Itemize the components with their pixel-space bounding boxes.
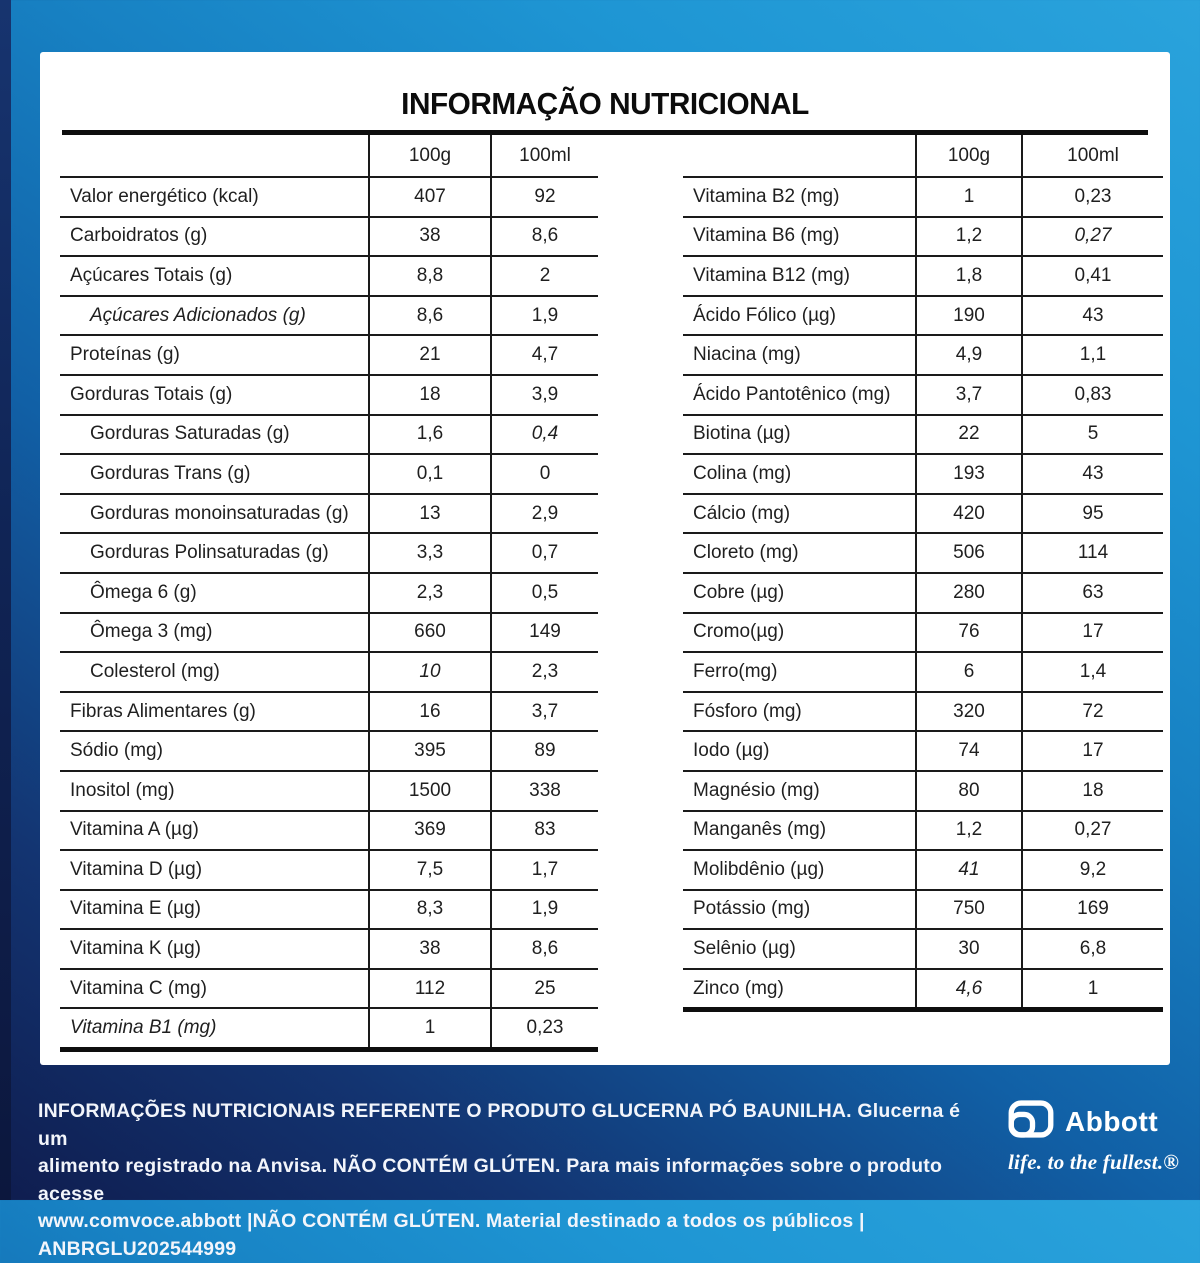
value-100ml: 72 [1021, 693, 1163, 731]
table-row [683, 334, 1163, 374]
nutrition-table-left [60, 135, 598, 1052]
value-100ml: 95 [1021, 495, 1163, 533]
value-100g: 1,8 [915, 257, 1021, 295]
value-100ml: 0,23 [490, 1009, 598, 1047]
table-row [60, 849, 598, 889]
nutrient-label: Cálcio (mg) [693, 502, 791, 524]
value-100ml: 338 [490, 772, 598, 810]
column-header-100ml: 100ml [490, 135, 598, 176]
value-100ml: 63 [1021, 574, 1163, 612]
table-row [60, 176, 598, 216]
nutrient-label: Molibdênio (µg) [693, 858, 825, 880]
nutrient-label: Ômega 3 (mg) [90, 621, 213, 643]
value-100g: 10 [368, 653, 490, 691]
value-100ml: 18 [1021, 772, 1163, 810]
value-100g: 0,1 [368, 455, 490, 493]
value-100ml: 0,41 [1021, 257, 1163, 295]
nutrient-label: Magnésio (mg) [693, 779, 820, 801]
table-row [60, 453, 598, 493]
value-100ml: 149 [490, 614, 598, 652]
table-row [60, 889, 598, 929]
value-100ml: 5 [1021, 416, 1163, 454]
value-100g: 4,6 [915, 970, 1021, 1008]
value-100g: 750 [915, 891, 1021, 929]
value-100g: 21 [368, 336, 490, 374]
nutrient-label: Gorduras monoinsaturadas (g) [90, 502, 349, 524]
value-100g: 13 [368, 495, 490, 533]
value-100g: 6 [915, 653, 1021, 691]
abbott-wordmark: Abbott [1065, 1105, 1159, 1137]
value-100ml: 83 [490, 812, 598, 850]
table-row [60, 612, 598, 652]
value-100ml: 43 [1021, 297, 1163, 335]
value-100ml: 17 [1021, 614, 1163, 652]
table-row [60, 532, 598, 572]
table-header-row [683, 135, 1163, 176]
value-100ml: 3,7 [490, 693, 598, 731]
table-row [683, 572, 1163, 612]
value-100g: 280 [915, 574, 1021, 612]
nutrient-label: Vitamina C (mg) [70, 977, 207, 999]
nutrient-label: Inositol (mg) [70, 779, 175, 801]
nutrient-label: Vitamina B6 (mg) [693, 225, 840, 247]
nutrient-label: Vitamina K (µg) [70, 938, 201, 960]
column-header-100g: 100g [915, 135, 1021, 176]
value-100ml: 0,83 [1021, 376, 1163, 414]
table-row [683, 612, 1163, 652]
value-100g: 660 [368, 614, 490, 652]
table-row [60, 334, 598, 374]
value-100g: 1,2 [915, 812, 1021, 850]
table-row [60, 295, 598, 335]
nutrient-label: Açúcares Adicionados (g) [90, 304, 306, 326]
value-100g: 38 [368, 930, 490, 968]
nutrient-label: Zinco (mg) [693, 977, 784, 999]
table-row [683, 453, 1163, 493]
table-row [60, 968, 598, 1008]
value-100g: 193 [915, 455, 1021, 493]
value-100g: 3,3 [368, 534, 490, 572]
table-row [683, 374, 1163, 414]
nutrient-label: Selênio (µg) [693, 938, 796, 960]
value-100g: 1500 [368, 772, 490, 810]
footer-line-3: www.comvoce.abbott |NÃO CONTÉM GLÚTEN. Material destinado a todos os públicos | ANBRGLU202544999 [38, 1210, 865, 1260]
value-100g: 506 [915, 534, 1021, 572]
table-row [683, 770, 1163, 810]
value-100g: 74 [915, 732, 1021, 770]
value-100ml: 0,27 [1021, 812, 1163, 850]
abbott-brand-block [1008, 1100, 1178, 1175]
nutrient-label: Cloreto (mg) [693, 542, 799, 564]
nutrient-label: Gorduras Polinsaturadas (g) [90, 542, 329, 564]
table-row [683, 216, 1163, 256]
value-100g: 190 [915, 297, 1021, 335]
nutrient-label: Niacina (mg) [693, 344, 801, 366]
value-100g: 4,9 [915, 336, 1021, 374]
value-100g: 18 [368, 376, 490, 414]
table-row [683, 493, 1163, 533]
value-100g: 38 [368, 218, 490, 256]
abbott-tagline: life. to the fullest.® [1008, 1150, 1180, 1174]
table-row [683, 928, 1163, 968]
value-100g: 80 [915, 772, 1021, 810]
table-row [683, 255, 1163, 295]
table-row [60, 730, 598, 770]
value-100ml: 169 [1021, 891, 1163, 929]
table-row [60, 651, 598, 691]
footer-line-2: alimento registrado na Anvisa. NÃO CONTÉM GLÚTEN. Para mais informações sobre o produto acesse [38, 1155, 943, 1205]
value-100ml: 0,27 [1021, 218, 1163, 256]
value-100g: 76 [915, 614, 1021, 652]
value-100ml: 9,2 [1021, 851, 1163, 889]
value-100ml: 0 [490, 455, 598, 493]
value-100ml: 0,4 [490, 416, 598, 454]
nutrient-label: Gorduras Saturadas (g) [90, 423, 290, 445]
value-100g: 30 [915, 930, 1021, 968]
value-100ml: 1,9 [490, 297, 598, 335]
nutrition-table-right [683, 135, 1163, 1012]
footer-line-1: INFORMAÇÕES NUTRICIONAIS REFERENTE O PRODUTO GLUCERNA PÓ BAUNILHA. Glucerna é um [38, 1100, 961, 1150]
value-100g: 8,3 [368, 891, 490, 929]
value-100g: 3,7 [915, 376, 1021, 414]
value-100g: 1 [368, 1009, 490, 1047]
nutrient-label: Colesterol (mg) [90, 660, 220, 682]
table-row [60, 1007, 598, 1047]
page-title: INFORMAÇÃO NUTRICIONAL [401, 86, 809, 121]
table-row [683, 691, 1163, 731]
nutrient-label: Gorduras Totais (g) [70, 383, 233, 405]
table-row [60, 216, 598, 256]
value-100ml: 2 [490, 257, 598, 295]
column-header-100ml: 100ml [1021, 135, 1163, 176]
value-100g: 395 [368, 732, 490, 770]
value-100g: 320 [915, 693, 1021, 731]
nutrient-label: Vitamina B2 (mg) [693, 185, 840, 207]
table-row [60, 770, 598, 810]
nutrient-label: Ômega 6 (g) [90, 581, 197, 603]
nutrient-label: Cromo(µg) [693, 621, 785, 643]
nutrient-label: Cobre (µg) [693, 581, 785, 603]
value-100ml: 1,9 [490, 891, 598, 929]
column-header-100g: 100g [368, 135, 490, 176]
value-100ml: 0,5 [490, 574, 598, 612]
header-spacer [683, 135, 915, 176]
nutrient-label: Vitamina B12 (mg) [693, 264, 850, 286]
table-row [683, 532, 1163, 572]
nutrient-label: Vitamina D (µg) [70, 858, 203, 880]
table-row [683, 730, 1163, 770]
nutrient-label: Manganês (mg) [693, 819, 827, 841]
value-100ml: 4,7 [490, 336, 598, 374]
table-row [683, 810, 1163, 850]
nutrient-label: Vitamina E (µg) [70, 898, 201, 920]
abbott-logo-icon [1008, 1100, 1054, 1143]
table-row [683, 414, 1163, 454]
nutrient-label: Gorduras Trans (g) [90, 462, 251, 484]
table-header-row [60, 135, 598, 176]
value-100ml: 2,9 [490, 495, 598, 533]
nutrient-label: Sódio (mg) [70, 740, 163, 762]
table-row [60, 572, 598, 612]
value-100ml: 92 [490, 178, 598, 216]
value-100g: 8,6 [368, 297, 490, 335]
header-spacer [60, 135, 368, 176]
table-row [683, 651, 1163, 691]
nutrient-label: Valor energético (kcal) [70, 185, 259, 207]
table-row [60, 691, 598, 731]
nutrient-label: Iodo (µg) [693, 740, 770, 762]
nutrient-label: Proteínas (g) [70, 344, 180, 366]
value-100ml: 89 [490, 732, 598, 770]
nutrient-label: Açúcares Totais (g) [70, 264, 233, 286]
nutrient-label: Ácido Pantotênico (mg) [693, 383, 891, 405]
value-100ml: 8,6 [490, 218, 598, 256]
value-100g: 407 [368, 178, 490, 216]
nutrient-label: Carboidratos (g) [70, 225, 208, 247]
nutrition-panel [40, 52, 1170, 1065]
table-row [60, 255, 598, 295]
nutrient-label: Colina (mg) [693, 462, 792, 484]
value-100ml: 17 [1021, 732, 1163, 770]
table-row [60, 374, 598, 414]
value-100g: 7,5 [368, 851, 490, 889]
left-edge-strip [0, 0, 11, 1200]
value-100ml: 0,23 [1021, 178, 1163, 216]
value-100g: 112 [368, 970, 490, 1008]
nutrient-label: Fibras Alimentares (g) [70, 700, 256, 722]
table-row [60, 493, 598, 533]
nutrient-label: Vitamina B1 (mg) [70, 1017, 217, 1039]
value-100g: 369 [368, 812, 490, 850]
value-100g: 420 [915, 495, 1021, 533]
nutrient-label: Ferro(mg) [693, 660, 778, 682]
value-100g: 22 [915, 416, 1021, 454]
table-row [683, 849, 1163, 889]
footer-legal-text [38, 1098, 968, 1263]
value-100g: 2,3 [368, 574, 490, 612]
value-100g: 1 [915, 178, 1021, 216]
value-100ml: 1,7 [490, 851, 598, 889]
value-100g: 41 [915, 851, 1021, 889]
value-100g: 1,6 [368, 416, 490, 454]
table-row [683, 176, 1163, 216]
value-100ml: 1 [1021, 970, 1163, 1008]
table-row [683, 295, 1163, 335]
value-100ml: 25 [490, 970, 598, 1008]
value-100ml: 1,1 [1021, 336, 1163, 374]
table-row [60, 414, 598, 454]
value-100g: 8,8 [368, 257, 490, 295]
nutrient-label: Fósforo (mg) [693, 700, 802, 722]
value-100ml: 43 [1021, 455, 1163, 493]
table-row [683, 889, 1163, 929]
value-100ml: 3,9 [490, 376, 598, 414]
table-row [60, 928, 598, 968]
table-row [60, 810, 598, 850]
value-100ml: 0,7 [490, 534, 598, 572]
table-row [683, 968, 1163, 1008]
value-100ml: 1,4 [1021, 653, 1163, 691]
value-100ml: 6,8 [1021, 930, 1163, 968]
value-100g: 16 [368, 693, 490, 731]
value-100ml: 2,3 [490, 653, 598, 691]
nutrient-label: Ácido Fólico (µg) [693, 304, 836, 326]
nutrient-label: Potássio (mg) [693, 898, 811, 920]
nutrient-label: Vitamina A (µg) [70, 819, 199, 841]
value-100ml: 114 [1021, 534, 1163, 572]
value-100g: 1,2 [915, 218, 1021, 256]
nutrient-label: Biotina (µg) [693, 423, 791, 445]
value-100ml: 8,6 [490, 930, 598, 968]
